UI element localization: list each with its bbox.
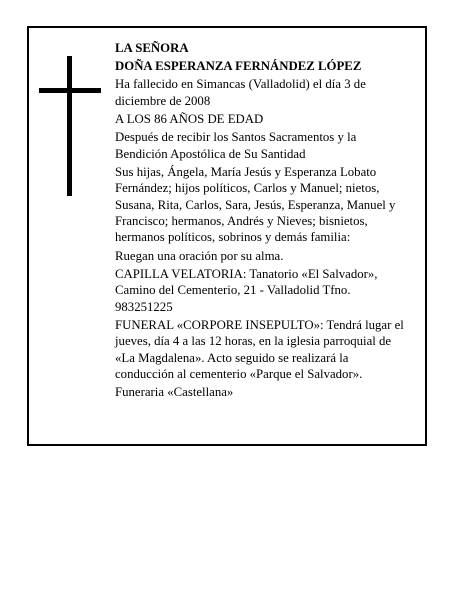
deceased-name: DOÑA ESPERANZA FERNÁNDEZ LÓPEZ [115, 59, 362, 74]
cross-horizontal-bar [39, 88, 101, 93]
notice-text [115, 40, 429, 403]
family-list: Sus hijas, Ángela, María Jesús y Esperanza Lobato Fernández; hijos políticos, Carlos y Manuel; nietos, Susana, Rita, Carlos, Sara, Jesús, Esperanza, Manuel y Francisco; hermanos, Andrés y Nieves; bisnietos, hermanos políticos, sobrinos y demás familia: [115, 164, 396, 245]
sacraments-statement: Después de recibir los Santos Sacramentos y la Bendición Apostólica de Su Santidad [115, 130, 357, 161]
cross-icon [39, 56, 101, 196]
wake-details: CAPILLA VELATORIA: Tanatorio «El Salvador», Camino del Cementerio, 21 - Valladolid Tfno. 983251225 [115, 266, 378, 314]
age-statement: A LOS 86 AÑOS DE EDAD [115, 112, 264, 127]
cross-vertical-bar [67, 56, 72, 196]
funeral-details: FUNERAL «CORPORE INSEPULTO»: Tendrá lugar el jueves, día 4 a las 12 horas, en la iglesia parroquial de «La Magdalena». Acto seguido se realizará la conducción al cementerio «Parque el Salvador». [115, 317, 404, 382]
prayer-request: Ruegan una oración por su alma. [115, 248, 284, 263]
death-statement: Ha fallecido en Simancas (Valladolid) el día 3 de diciembre de 2008 [115, 77, 366, 108]
obituary-notice [27, 26, 427, 446]
funeral-home: Funeraria «Castellana» [115, 385, 234, 400]
title-honorific: LA SEÑORA [115, 41, 189, 55]
